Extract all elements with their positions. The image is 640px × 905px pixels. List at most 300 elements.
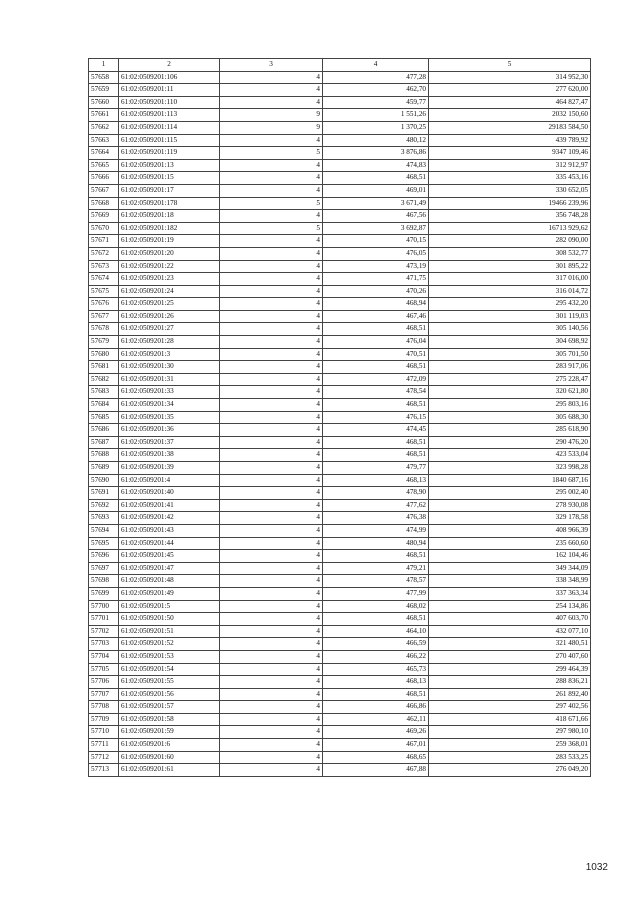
value-cell: 285 618,90: [429, 424, 591, 437]
cadastral-number-cell: 61:02:0509201:31: [119, 373, 220, 386]
row-number-cell: 57669: [89, 210, 119, 223]
cadastral-number-cell: 61:02:0509201:57: [119, 701, 220, 714]
value-cell: 277 620,00: [429, 84, 591, 97]
row-number-cell: 57687: [89, 436, 119, 449]
cadastral-number-cell: 61:02:0509201:106: [119, 71, 220, 84]
value-cell: 16713 929,62: [429, 222, 591, 235]
row-number-cell: 57671: [89, 235, 119, 248]
table-row: [89, 739, 591, 752]
cadastral-number-cell: 61:02:0509201:35: [119, 411, 220, 424]
value-cell: 356 748,28: [429, 210, 591, 223]
category-cell: 4: [220, 764, 323, 777]
row-number-cell: 57704: [89, 650, 119, 663]
row-number-cell: 57672: [89, 247, 119, 260]
cadastral-number-cell: 61:02:0509201:43: [119, 524, 220, 537]
area-cell: 476,05: [323, 247, 429, 260]
category-cell: 4: [220, 638, 323, 651]
row-number-cell: 57712: [89, 751, 119, 764]
area-cell: 468,13: [323, 474, 429, 487]
value-cell: 288 836,21: [429, 676, 591, 689]
row-number-cell: 57702: [89, 625, 119, 638]
category-cell: 4: [220, 235, 323, 248]
category-cell: 9: [220, 121, 323, 134]
table-row: [89, 764, 591, 777]
area-cell: 466,86: [323, 701, 429, 714]
area-cell: 470,26: [323, 285, 429, 298]
category-cell: 4: [220, 562, 323, 575]
category-cell: 4: [220, 613, 323, 626]
value-cell: 301 119,03: [429, 310, 591, 323]
table-row: [89, 247, 591, 260]
category-cell: 4: [220, 449, 323, 462]
cadastral-number-cell: 61:02:0509201:4: [119, 474, 220, 487]
row-number-cell: 57664: [89, 147, 119, 160]
area-cell: 468,51: [323, 399, 429, 412]
table-row: [89, 550, 591, 563]
value-cell: 335 453,16: [429, 172, 591, 185]
area-cell: 465,73: [323, 663, 429, 676]
category-cell: 5: [220, 147, 323, 160]
category-cell: 4: [220, 739, 323, 752]
category-cell: 4: [220, 436, 323, 449]
value-cell: 314 952,30: [429, 71, 591, 84]
category-cell: 4: [220, 411, 323, 424]
cadastral-number-cell: 61:02:0509201:17: [119, 184, 220, 197]
area-cell: 462,70: [323, 84, 429, 97]
table-row: [89, 499, 591, 512]
area-cell: 466,59: [323, 638, 429, 651]
value-cell: 290 476,20: [429, 436, 591, 449]
row-number-cell: 57713: [89, 764, 119, 777]
category-cell: 4: [220, 751, 323, 764]
value-cell: 9347 109,46: [429, 147, 591, 160]
value-cell: 321 480,51: [429, 638, 591, 651]
category-cell: 4: [220, 688, 323, 701]
value-cell: 320 621,80: [429, 386, 591, 399]
area-cell: 474,45: [323, 424, 429, 437]
table-row: [89, 524, 591, 537]
value-cell: 235 660,60: [429, 537, 591, 550]
category-cell: 4: [220, 84, 323, 97]
table-row: [89, 184, 591, 197]
row-number-cell: 57666: [89, 172, 119, 185]
table-body: [89, 71, 591, 776]
value-cell: 299 464,39: [429, 663, 591, 676]
page-number: 1032: [585, 862, 608, 873]
row-number-cell: 57675: [89, 285, 119, 298]
category-cell: 4: [220, 512, 323, 525]
cadastral-number-cell: 61:02:0509201:40: [119, 487, 220, 500]
cadastral-number-cell: 61:02:0509201:114: [119, 121, 220, 134]
area-cell: 1 551,26: [323, 109, 429, 122]
area-cell: 3 876,86: [323, 147, 429, 160]
value-cell: 295 803,16: [429, 399, 591, 412]
area-cell: 479,21: [323, 562, 429, 575]
category-cell: 4: [220, 550, 323, 563]
row-number-cell: 57693: [89, 512, 119, 525]
cadastral-number-cell: 61:02:0509201:30: [119, 361, 220, 374]
cadastral-number-cell: 61:02:0509201:60: [119, 751, 220, 764]
area-cell: 468,94: [323, 298, 429, 311]
cadastral-number-cell: 61:02:0509201:15: [119, 172, 220, 185]
row-number-cell: 57689: [89, 462, 119, 475]
area-cell: 467,46: [323, 310, 429, 323]
table-row: [89, 96, 591, 109]
value-cell: 301 895,22: [429, 260, 591, 273]
value-cell: 316 014,72: [429, 285, 591, 298]
category-cell: 4: [220, 336, 323, 349]
category-cell: 4: [220, 524, 323, 537]
cadastral-number-cell: 61:02:0509201:37: [119, 436, 220, 449]
area-cell: 479,77: [323, 462, 429, 475]
category-cell: 9: [220, 109, 323, 122]
cadastral-number-cell: 61:02:0509201:115: [119, 134, 220, 147]
area-cell: 471,75: [323, 273, 429, 286]
cadastral-number-cell: 61:02:0509201:45: [119, 550, 220, 563]
table-row: [89, 121, 591, 134]
category-cell: 4: [220, 575, 323, 588]
row-number-cell: 57708: [89, 701, 119, 714]
value-cell: 305 688,30: [429, 411, 591, 424]
value-cell: 464 827,47: [429, 96, 591, 109]
row-number-cell: 57707: [89, 688, 119, 701]
table-row: [89, 260, 591, 273]
table-row: [89, 726, 591, 739]
value-cell: 308 532,77: [429, 247, 591, 260]
value-cell: 323 998,28: [429, 462, 591, 475]
category-cell: 4: [220, 310, 323, 323]
cadastral-number-cell: 61:02:0509201:51: [119, 625, 220, 638]
value-cell: 305 140,56: [429, 323, 591, 336]
row-number-cell: 57678: [89, 323, 119, 336]
table-row: [89, 512, 591, 525]
row-number-cell: 57683: [89, 386, 119, 399]
category-cell: 4: [220, 210, 323, 223]
row-number-cell: 57677: [89, 310, 119, 323]
cadastral-number-cell: 61:02:0509201:19: [119, 235, 220, 248]
row-number-cell: 57697: [89, 562, 119, 575]
category-cell: 4: [220, 600, 323, 613]
value-cell: 270 407,60: [429, 650, 591, 663]
area-cell: 3 692,87: [323, 222, 429, 235]
category-cell: 4: [220, 71, 323, 84]
cadastral-number-cell: 61:02:0509201:22: [119, 260, 220, 273]
area-cell: 477,99: [323, 587, 429, 600]
value-cell: 295 432,20: [429, 298, 591, 311]
table-row: [89, 701, 591, 714]
cadastral-number-cell: 61:02:0509201:56: [119, 688, 220, 701]
table-row: [89, 159, 591, 172]
cadastral-number-cell: 61:02:0509201:41: [119, 499, 220, 512]
value-cell: 329 178,58: [429, 512, 591, 525]
row-number-cell: 57679: [89, 336, 119, 349]
area-cell: 470,51: [323, 348, 429, 361]
row-number-cell: 57670: [89, 222, 119, 235]
cadastral-number-cell: 61:02:0509201:6: [119, 739, 220, 752]
category-cell: 4: [220, 499, 323, 512]
table-row: [89, 285, 591, 298]
table-row: [89, 474, 591, 487]
row-number-cell: 57682: [89, 373, 119, 386]
cadastral-number-cell: 61:02:0509201:33: [119, 386, 220, 399]
area-cell: 468,51: [323, 172, 429, 185]
cadastral-number-cell: 61:02:0509201:24: [119, 285, 220, 298]
row-number-cell: 57706: [89, 676, 119, 689]
value-cell: 338 348,99: [429, 575, 591, 588]
area-cell: 468,51: [323, 323, 429, 336]
row-number-cell: 57701: [89, 613, 119, 626]
table-row: [89, 273, 591, 286]
table-row: [89, 600, 591, 613]
table-row: [89, 197, 591, 210]
cadastral-number-cell: 61:02:0509201:53: [119, 650, 220, 663]
row-number-cell: 57661: [89, 109, 119, 122]
cadastral-number-cell: 61:02:0509201:59: [119, 726, 220, 739]
value-cell: 407 603,70: [429, 613, 591, 626]
category-cell: 4: [220, 399, 323, 412]
value-cell: 418 671,66: [429, 713, 591, 726]
table-row: [89, 688, 591, 701]
table-row: [89, 84, 591, 97]
row-number-cell: 57691: [89, 487, 119, 500]
table-row: [89, 462, 591, 475]
table-row: [89, 650, 591, 663]
value-cell: 261 892,40: [429, 688, 591, 701]
table-row: [89, 411, 591, 424]
value-cell: 423 533,04: [429, 449, 591, 462]
value-cell: 259 368,01: [429, 739, 591, 752]
table-row: [89, 361, 591, 374]
cadastral-number-cell: 61:02:0509201:42: [119, 512, 220, 525]
category-cell: 4: [220, 323, 323, 336]
cadastral-number-cell: 61:02:0509201:58: [119, 713, 220, 726]
cadastral-number-cell: 61:02:0509201:3: [119, 348, 220, 361]
area-cell: 478,54: [323, 386, 429, 399]
area-cell: 480,12: [323, 134, 429, 147]
row-number-cell: 57696: [89, 550, 119, 563]
table-row: [89, 562, 591, 575]
value-cell: 276 049,20: [429, 764, 591, 777]
value-cell: 19466 239,96: [429, 197, 591, 210]
table-row: [89, 751, 591, 764]
cadastral-number-cell: 61:02:0509201:20: [119, 247, 220, 260]
row-number-cell: 57694: [89, 524, 119, 537]
table-row: [89, 336, 591, 349]
area-cell: 468,51: [323, 449, 429, 462]
row-number-cell: 57709: [89, 713, 119, 726]
area-cell: 472,09: [323, 373, 429, 386]
cadastral-number-cell: 61:02:0509201:27: [119, 323, 220, 336]
category-cell: 4: [220, 386, 323, 399]
cadastral-number-cell: 61:02:0509201:18: [119, 210, 220, 223]
area-cell: 467,88: [323, 764, 429, 777]
category-cell: 4: [220, 487, 323, 500]
table-row: [89, 625, 591, 638]
value-cell: 1840 687,16: [429, 474, 591, 487]
cadastral-number-cell: 61:02:0509201:26: [119, 310, 220, 323]
area-cell: 476,38: [323, 512, 429, 525]
row-number-cell: 57668: [89, 197, 119, 210]
table-row: [89, 587, 591, 600]
area-cell: 468,51: [323, 550, 429, 563]
value-cell: 439 789,92: [429, 134, 591, 147]
value-cell: 408 966,39: [429, 524, 591, 537]
value-cell: 2032 150,60: [429, 109, 591, 122]
cadastral-number-cell: 61:02:0509201:110: [119, 96, 220, 109]
cadastral-number-cell: 61:02:0509201:11: [119, 84, 220, 97]
area-cell: 467,56: [323, 210, 429, 223]
value-cell: 330 652,05: [429, 184, 591, 197]
row-number-cell: 57663: [89, 134, 119, 147]
area-cell: 468,51: [323, 436, 429, 449]
table-row: [89, 386, 591, 399]
area-cell: 3 671,49: [323, 197, 429, 210]
table-row: [89, 436, 591, 449]
area-cell: 468,51: [323, 361, 429, 374]
cadastral-number-cell: 61:02:0509201:54: [119, 663, 220, 676]
area-cell: 459,77: [323, 96, 429, 109]
area-cell: 470,15: [323, 235, 429, 248]
table-row: [89, 424, 591, 437]
area-cell: 468,13: [323, 676, 429, 689]
value-cell: 312 912,97: [429, 159, 591, 172]
row-number-cell: 57698: [89, 575, 119, 588]
cadastral-number-cell: 61:02:0509201:13: [119, 159, 220, 172]
area-cell: 469,01: [323, 184, 429, 197]
area-cell: 478,90: [323, 487, 429, 500]
table-row: [89, 109, 591, 122]
row-number-cell: 57660: [89, 96, 119, 109]
category-cell: 5: [220, 222, 323, 235]
cadastral-number-cell: 61:02:0509201:49: [119, 587, 220, 600]
value-cell: 295 002,40: [429, 487, 591, 500]
row-number-cell: 57700: [89, 600, 119, 613]
row-number-cell: 57711: [89, 739, 119, 752]
cadastral-number-cell: 61:02:0509201:182: [119, 222, 220, 235]
area-cell: 476,15: [323, 411, 429, 424]
row-number-cell: 57667: [89, 184, 119, 197]
category-cell: 4: [220, 247, 323, 260]
table-row: [89, 172, 591, 185]
table-row: [89, 348, 591, 361]
table-row: [89, 235, 591, 248]
row-number-cell: 57659: [89, 84, 119, 97]
table-row: [89, 638, 591, 651]
value-cell: 29183 584,50: [429, 121, 591, 134]
row-number-cell: 57703: [89, 638, 119, 651]
row-number-cell: 57690: [89, 474, 119, 487]
category-cell: 4: [220, 134, 323, 147]
category-cell: 4: [220, 701, 323, 714]
table-row: [89, 147, 591, 160]
cadastral-number-cell: 61:02:0509201:48: [119, 575, 220, 588]
area-cell: 469,26: [323, 726, 429, 739]
value-cell: 305 701,50: [429, 348, 591, 361]
value-cell: 432 077,10: [429, 625, 591, 638]
area-cell: 468,51: [323, 613, 429, 626]
value-cell: 283 917,06: [429, 361, 591, 374]
area-cell: 464,10: [323, 625, 429, 638]
area-cell: 462,11: [323, 713, 429, 726]
table-header-row: [89, 59, 591, 72]
row-number-cell: 57658: [89, 71, 119, 84]
category-cell: 4: [220, 184, 323, 197]
table-row: [89, 210, 591, 223]
table-row: [89, 663, 591, 676]
area-cell: 474,99: [323, 524, 429, 537]
table-row: [89, 310, 591, 323]
area-cell: 468,02: [323, 600, 429, 613]
area-cell: 473,19: [323, 260, 429, 273]
cadastral-number-cell: 61:02:0509201:23: [119, 273, 220, 286]
value-cell: 162 104,46: [429, 550, 591, 563]
table-row: [89, 449, 591, 462]
row-number-cell: 57695: [89, 537, 119, 550]
cadastral-number-cell: 61:02:0509201:25: [119, 298, 220, 311]
table-row: [89, 399, 591, 412]
cadastral-number-cell: 61:02:0509201:44: [119, 537, 220, 550]
value-cell: 278 930,08: [429, 499, 591, 512]
category-cell: 4: [220, 298, 323, 311]
table-row: [89, 323, 591, 336]
value-cell: 349 344,09: [429, 562, 591, 575]
value-cell: 337 363,34: [429, 587, 591, 600]
row-number-cell: 57685: [89, 411, 119, 424]
row-number-cell: 57699: [89, 587, 119, 600]
value-cell: 297 402,56: [429, 701, 591, 714]
row-number-cell: 57692: [89, 499, 119, 512]
row-number-cell: 57674: [89, 273, 119, 286]
category-cell: 4: [220, 361, 323, 374]
row-number-cell: 57686: [89, 424, 119, 437]
value-cell: 283 533,25: [429, 751, 591, 764]
table-row: [89, 373, 591, 386]
category-cell: 4: [220, 474, 323, 487]
category-cell: 4: [220, 159, 323, 172]
area-cell: 476,04: [323, 336, 429, 349]
row-number-cell: 57662: [89, 121, 119, 134]
cadastral-number-cell: 61:02:0509201:34: [119, 399, 220, 412]
row-number-cell: 57680: [89, 348, 119, 361]
category-cell: 5: [220, 197, 323, 210]
category-cell: 4: [220, 285, 323, 298]
value-cell: 254 134,86: [429, 600, 591, 613]
area-cell: 468,51: [323, 688, 429, 701]
value-cell: 282 090,00: [429, 235, 591, 248]
area-cell: 466,22: [323, 650, 429, 663]
area-cell: 477,28: [323, 71, 429, 84]
area-cell: 474,83: [323, 159, 429, 172]
table-row: [89, 71, 591, 84]
category-cell: 4: [220, 172, 323, 185]
row-number-cell: 57673: [89, 260, 119, 273]
category-cell: 4: [220, 537, 323, 550]
area-cell: 1 370,25: [323, 121, 429, 134]
category-cell: 4: [220, 713, 323, 726]
value-cell: 275 228,47: [429, 373, 591, 386]
row-number-cell: 57676: [89, 298, 119, 311]
category-cell: 4: [220, 676, 323, 689]
row-number-cell: 57681: [89, 361, 119, 374]
category-cell: 4: [220, 726, 323, 739]
row-number-cell: 57710: [89, 726, 119, 739]
cadastral-table: [88, 58, 591, 777]
category-cell: 4: [220, 587, 323, 600]
category-cell: 4: [220, 462, 323, 475]
table-row: [89, 613, 591, 626]
value-cell: 304 698,92: [429, 336, 591, 349]
area-cell: 478,57: [323, 575, 429, 588]
